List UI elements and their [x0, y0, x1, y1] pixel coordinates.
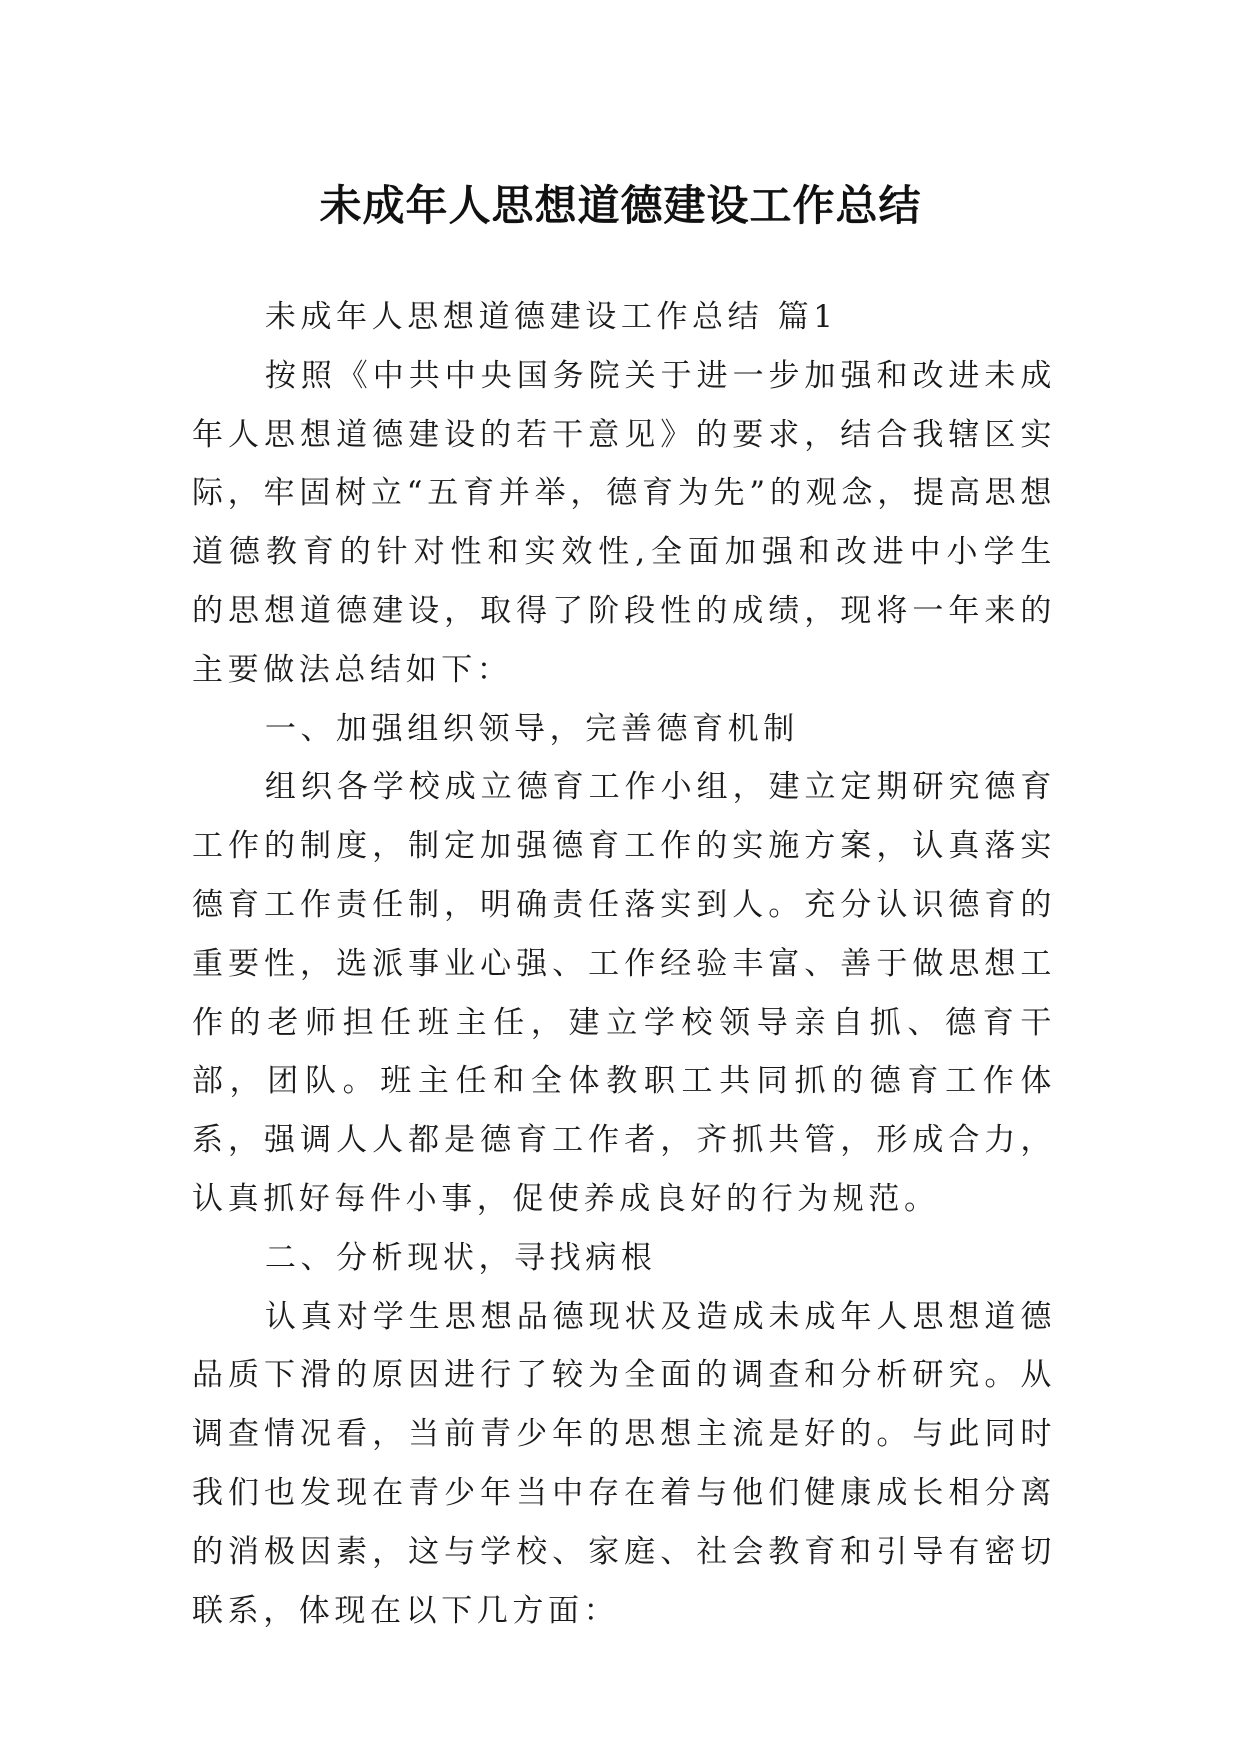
document-title: 未成年人思想道德建设工作总结	[319, 181, 922, 231]
document-body	[192, 288, 1056, 1640]
section-heading: 一、加强组织领导，完善德育机制	[264, 710, 799, 747]
body-paragraph: 按照《中共中央国务院关于进一步加强和改进未成年人思想道德建设的若干意见》的要求，结合我辖区实际，牢固树立“五育并举，德育为先”的观念，提高思想道德教育的针对性和实效性,全面加强和改进中小学生的思想道德建设，取得了阶段性的成绩，现将一年来的主要做法总结如下：	[192, 357, 1056, 688]
section-heading: 二、分析现状，寻找病根	[264, 1239, 657, 1276]
section-heading: 未成年人思想道德建设工作总结 篇1	[264, 299, 838, 335]
body-paragraph: 组织各学校成立德育工作小组，建立定期研究德育工作的制度，制定加强德育工作的实施方案，认真落实德育工作责任制，明确责任落实到人。充分认识德育的重要性，选派事业心强、工作经验丰富、善于做思想工作的老师担任班主任，建立学校领导亲自抓、德育干部，团队。班主任和全体教职工共同抓的德育工作体系，强调人人都是德育工作者，齐抓共管，形成合力，认真抓好每件小事，促使养成良好的行为规范。	[192, 769, 1056, 1217]
body-paragraph: 认真对学生思想品德现状及造成未成年人思想道德品质下滑的原因进行了较为全面的调查和分析研究。从调查情况看，当前青少年的思想主流是好的。与此同时我们也发现在青少年当中存在着与他们健康成长相分离的消极因素，这与学校、家庭、社会教育和引导有密切联系，体现在以下几方面：	[192, 1298, 1056, 1629]
